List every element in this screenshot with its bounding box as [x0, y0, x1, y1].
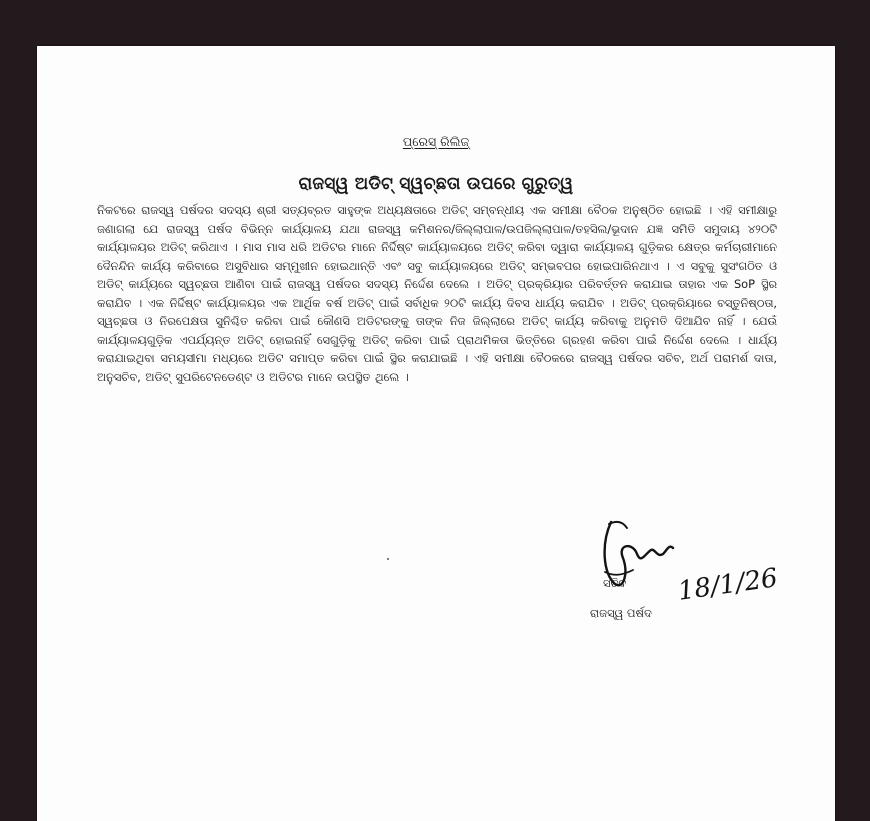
- document-title: ରାଜସ୍ୱ ଅଡିଟ୍ ସ୍ୱଚ୍ଛତା ଉପରେ ଗୁରୁତ୍ୱ: [298, 174, 574, 194]
- ink-speck: [387, 558, 389, 560]
- signatory-office: ରାଜସ୍ୱ ପର୍ଷଦ: [590, 606, 652, 620]
- signatory-designation: ସଚିବ: [603, 576, 627, 590]
- press-release-page: [37, 46, 835, 821]
- signature-date: 18/1/26: [676, 563, 780, 607]
- press-release-label: ପ୍ରେସ୍ ରିଲିଜ୍: [402, 134, 470, 149]
- document-body: ନିକଟରେ ରାଜସ୍ୱ ପର୍ଷଦର ସଦସ୍ୟ ଶ୍ରୀ ସତ୍ୟବ୍ରତ ସାହୁଙ୍କ ଅଧ୍ୟକ୍ଷତାରେ ଅଡିଟ୍ ସମ୍ବନ୍ଧୀୟ ଏକ ସମୀକ୍ଷା ବୈଠକ ଅନୁଷ୍ଠିତ ହୋଇଛି । ଏହି ସମୀକ୍ଷାରୁ ଜଣାଗଲା ଯେ ରାଜସ୍ୱ ପର୍ଷଦ ବିଭିନ୍ନ କାର୍ଯ୍ୟାଳୟ ଯଥା ରାଜସ୍ୱ କମିଶନର/ଜିଲ୍ଲାପାଳ/ଉପଜିଲ୍ଲାପାଳ/ତହସିଲ/ଭୂଦାନ ଯଜ୍ଞ ସମିତି ସମୁଦାୟ ୪୨୦ଟି କାର୍ଯ୍ୟାଳୟର ଅଡିଟ୍ କରିଥାଏ । ମାସ ମାସ ଧରି ଅଡିଟର ମାନେ ନିର୍ଦ୍ଦିଷ୍ଟ କାର୍ଯ୍ୟାଳୟରେ ଅଡିଟ୍ କରିବା ଦ୍ୱାରା କାର୍ଯ୍ୟାଳୟ ଗୁଡ଼ିକର କ୍ଷେତ୍ର କର୍ମଚାରୀମାନେ ଦୈନନ୍ଦିନ କାର୍ଯ୍ୟ କରିବାରେ ଅସୁବିଧାର ସମ୍ମୁଖୀନ ହୋଇଥାନ୍ତି ଏବଂ ସବୁ କାର୍ଯ୍ୟାଳୟରେ ଅଡିଟ୍ ସମ୍ଭବପର ହୋଇପାରିନଥାଏ । ଏ ସବୁକୁ ସୁସଂଗଠିତ ଓ ଅଡିଟ୍ କାର୍ଯ୍ୟରେ ସ୍ୱଚ୍ଛତା ଆଣିବା ପାଇଁ ରାଜସ୍ୱ ପର୍ଷଦର ସଦସ୍ୟ ନିର୍ଦ୍ଦେଶ ଦେଲେ । ଅଡିଟ୍ ପ୍ରକ୍ରିୟାର ପରିବର୍ତ୍ତନ କରାଯାଇ ତାହାର ଏକ SoP ସ୍ଥିର କରାଯିବ । ଏକ ନିର୍ଦ୍ଦିଷ୍ଟ କାର୍ଯ୍ୟାଳୟର ଏକ ଆର୍ଥିକ ବର୍ଷ ଅଡିଟ୍ ପାଇଁ ସର୍ବାଧିକ ୨୦ଟି କାର୍ଯ୍ୟ ଦିବସ ଧାର୍ଯ୍ୟ କରାଯିବ । ଅଡିଟ୍ ପ୍ରକ୍ରିୟାରେ ବସ୍ତୁନିଷ୍ଠତା, ସ୍ୱଚ୍ଛତା ଓ ନିରପେକ୍ଷତା ସୁନିଶ୍ଚିତ କରିବା ପାଇଁ କୌଣସି ଅଡିଟରଙ୍କୁ ତାଙ୍କ ନିଜ ଜିଲ୍ଲାରେ ଅଡିଟ୍ କାର୍ଯ୍ୟ କରିବାକୁ ଅନୁମତି ଦିଆଯିବ ନାହିଁ । ଯେଉଁ କାର୍ଯ୍ୟାଳୟଗୁଡ଼ିକ ଏପର୍ଯ୍ୟନ୍ତ ଅଡିଟ୍ ହୋଇନାହିଁ ସେଗୁଡ଼ିକୁ ଅଡିଟ୍ କରିବା ପାଇଁ ପ୍ରାଥମିକତା ଭିତ୍ତିରେ ଗ୍ରହଣ କରିବା ପାଇଁ ନିର୍ଦ୍ଦେଶ ଦେଲେ । ଧାର୍ଯ୍ୟ କରାଯାଇଥିବା ସମୟସୀମା ମଧ୍ୟରେ ଅଡିଟ ସମାପ୍ତ କରିବା ପାଇଁ ସ୍ଥିର କରାଯାଇଛି । ଏହି ସମୀକ୍ଷା ବୈଠକରେ ରାଜସ୍ୱ ପର୍ଷଦର ସଚିବ, ଅର୍ଥ ପରାମର୍ଶ ଦାତା, ଅନୁସଚିବ, ଅଡିଟ୍ ସୁପରିଟେନଡେଣ୍ଟ ଓ ଅଡିଟର ମାନେ ଉପସ୍ଥିତ ଥିଲେ ।: [97, 203, 777, 384]
